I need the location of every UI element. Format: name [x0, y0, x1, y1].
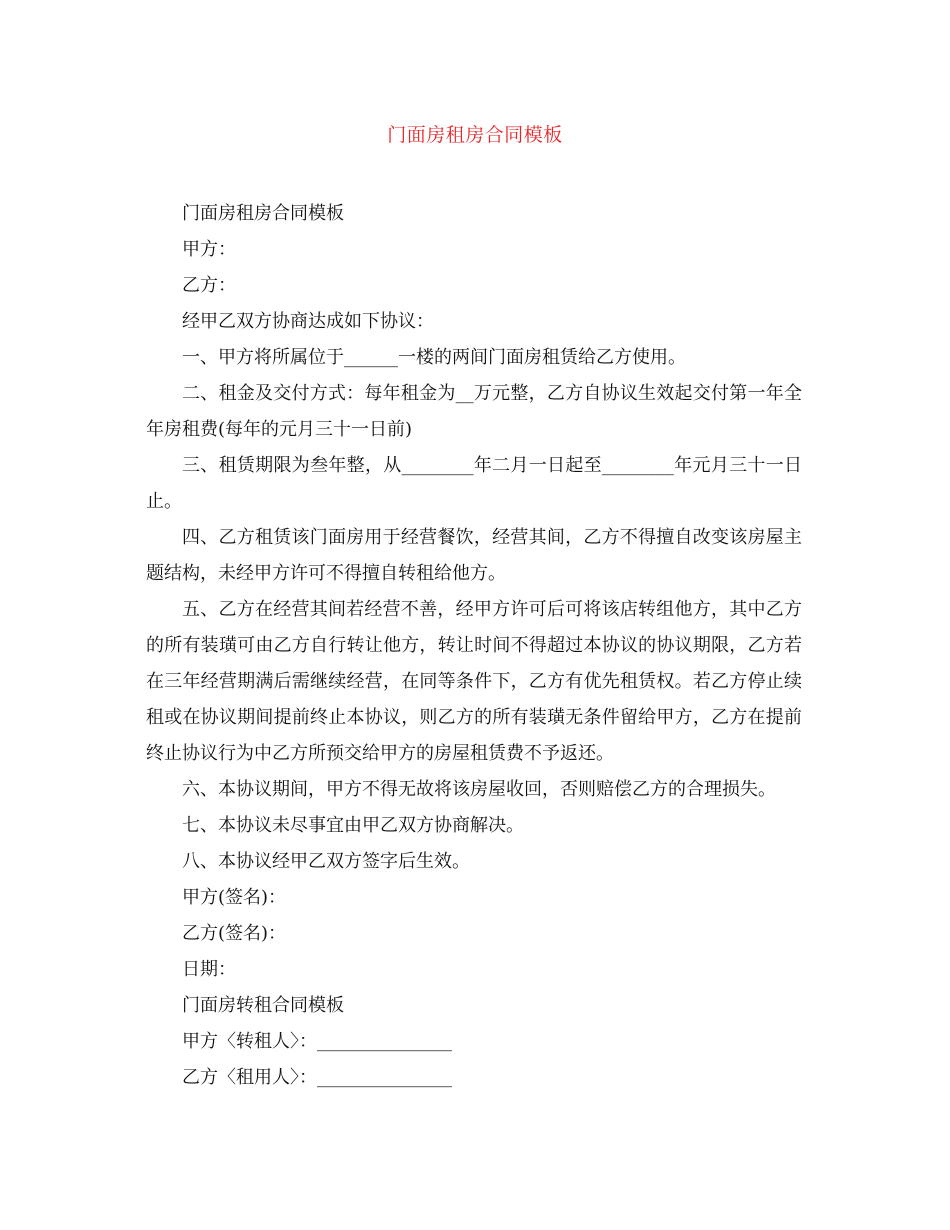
paragraph-clause-7: 七、本协议未尽事宜由甲乙双方协商解决。: [182, 815, 524, 836]
paragraph-signature-b: 乙方(签名)：: [182, 923, 287, 944]
document-body: [146, 196, 802, 1096]
paragraph-clause-5: 五、乙方在经营其间若经营不善，经甲方许可后可将该店转组他方，其中乙方的所有装璜可由乙方自行转让他方，转让时间不得超过本协议的协议期限，乙方若在三年经营期满后需继续经营，在同等条件下，乙方有优先租赁权。若乙方停止续租或在协议期间提前终止本协议，则乙方的所有装璜无条件留给甲方，乙方在提前终止协议行为中乙方所预交给甲方的房屋租赁费不予返还。: [146, 599, 802, 764]
paragraph-clause-3: 三、租赁期限为叁年整，从________年二月一日起至________年元月三十一日止。: [146, 455, 802, 512]
paragraph-sublessee: 乙方〈租用人〉：_______________: [182, 1067, 452, 1088]
paragraph-signature-a: 甲方(签名)：: [182, 887, 287, 908]
document-title: 门面房租房合同模板: [387, 124, 563, 146]
paragraph-sublease-heading: 门面房转租合同模板: [182, 995, 344, 1016]
paragraph-heading: 门面房租房合同模板: [182, 203, 344, 224]
paragraph-clause-8: 八、本协议经甲乙双方签字后生效。: [182, 851, 470, 872]
paragraph-date: 日期：: [182, 959, 236, 980]
paragraph-clause-4: 四、乙方租赁该门面房用于经营餐饮，经营其间，乙方不得擅自改变该房屋主题结构，未经甲方许可不得擅自转租给他方。: [146, 527, 802, 584]
paragraph-agreement-intro: 经甲乙双方协商达成如下协议：: [182, 311, 434, 332]
paragraph-clause-1: 一、甲方将所属位于______一楼的两间门面房租赁给乙方使用。: [182, 347, 686, 368]
paragraph-clause-6: 六、本协议期间，甲方不得无故将该房屋收回，否则赔偿乙方的合理损失。: [182, 779, 776, 800]
paragraph-party-b: 乙方：: [182, 275, 236, 296]
paragraph-sublessor: 甲方〈转租人〉：_______________: [182, 1031, 452, 1052]
paragraph-party-a: 甲方：: [182, 239, 236, 260]
paragraph-clause-2: 二、租金及交付方式：每年租金为__万元整，乙方自协议生效起交付第一年全年房租费(每年的元月三十一日前): [146, 383, 802, 440]
